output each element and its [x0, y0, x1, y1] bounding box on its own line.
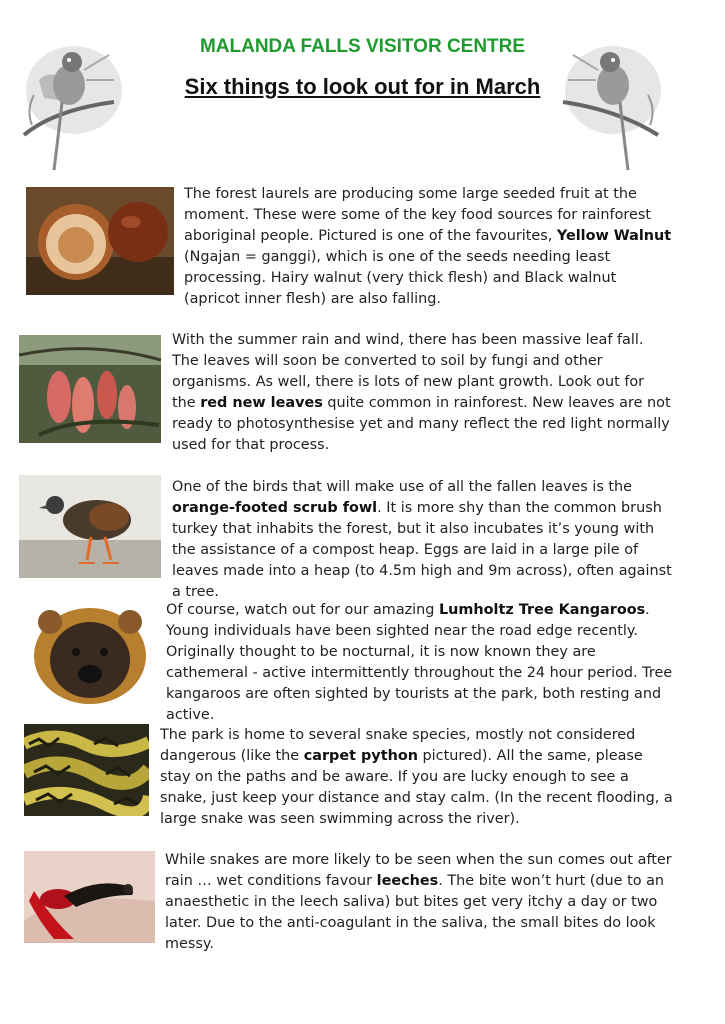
highlight-yellow-walnut: Yellow Walnut [556, 227, 672, 244]
item-leech-text: While snakes are more likely to be seen when the sun comes out after rain … wet conditions favour leeches. The bite won’t hurt (due to an anaesthetic in the leech saliva) but bites get very itchy a day or two later. Due to the anti-coagulant in the saliva, the small bites do look messy. [165, 852, 672, 952]
red-new-leaves-photo [19, 335, 161, 443]
yellow-walnut-photo [26, 187, 174, 295]
highlight-carpet-python: carpet python [303, 747, 418, 764]
item-carpet-python-text: The park is home to several snake species, mostly not considered dangerous (like the carpet python pictured). All the same, please stay on the paths and be aware. If you are lucky enough to see a snake, just keep your distance and stay calm. (In the recent flooding, a large snake was seen swimming across the river). [160, 727, 673, 827]
highlight-tree-kangaroos: Lumholtz Tree Kangaroos [439, 602, 646, 618]
item-scrub-fowl-text: One of the birds that will make use of all the fallen leaves is the orange-footed scrub fowl. It is more shy than the common brush turkey that inhabits the forest, but it also incubates it’s young with the assistance of a compost heap. Eggs are laid in a large pile of leaves made into a heap (to 4.5m high and 9m across), often against a tree. [172, 479, 672, 600]
highlight-scrub-fowl: orange-footed scrub fowl [172, 499, 378, 516]
tree-kangaroo-logo-icon [558, 40, 668, 180]
item-red-leaves-text: With the summer rain and wind, there has been massive leaf fall. The leaves will soon be converted to soil by fungi and other organisms. As well, there is lots of new plant growth. Look out for the red new leaves quite common in rainforest. New leaves are not ready to photosynthesise yet and many reflect the red light normally used for that process. [172, 332, 671, 453]
tree-kangaroo-photo [24, 600, 156, 708]
scrub-fowl-photo [19, 475, 161, 578]
page-title: MALANDA FALLS VISITOR CENTRE [199, 36, 526, 57]
subtitle-text: Six things to look out for in March [184, 74, 541, 99]
highlight-leeches: leeches [376, 872, 439, 889]
item-tree-kangaroo-text: Of course, watch out for our amazing Lumholtz Tree Kangaroos. Young individuals have been sighted near the road edge recently. Originally thought to be nocturnal, it is now known they are cathemeral - active intermittently throughout the 24 hour period. Tree kangaroos are often sighted by tourists at the park, both resting and active. [166, 602, 673, 723]
item-yellow-walnut-text: The forest laurels are producing some large seeded fruit at the moment. These were some of the key food sources for rainforest aboriginal people. Pictured is one of the favourites, Yellow Walnut (Ngajan = ganggi), which is one of the seeds needing least processing. Hairy walnut (very thick flesh) and Black walnut (apricot inner flesh) are also falling. [184, 186, 672, 307]
carpet-python-photo [24, 724, 149, 816]
leech-photo [24, 851, 155, 943]
highlight-red-new-leaves: red new leaves [200, 394, 323, 411]
tree-kangaroo-logo-icon [14, 40, 124, 180]
